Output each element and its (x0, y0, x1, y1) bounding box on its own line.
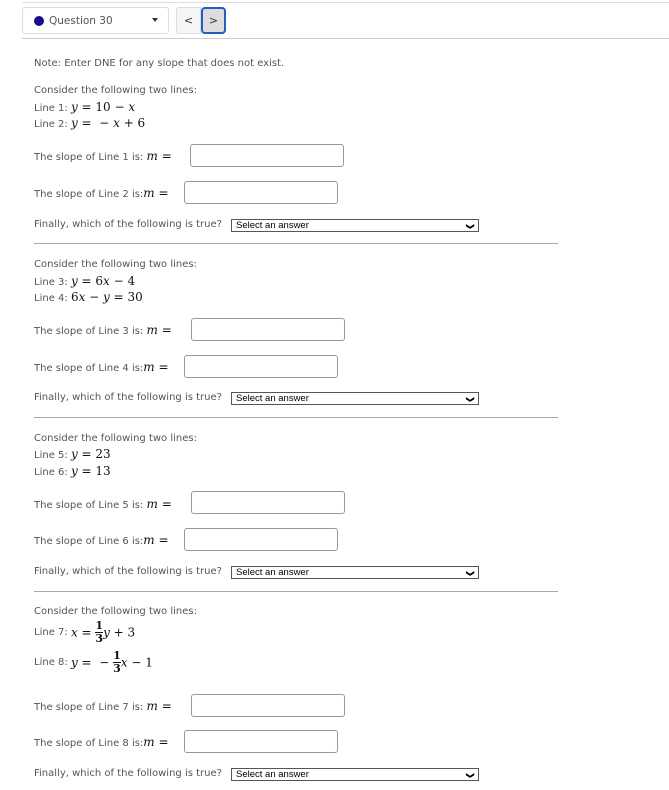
group4-slope-b-label: The slope of Line 8 is:m = (34, 735, 169, 749)
section-divider (34, 243, 558, 244)
slope-line1-input[interactable] (190, 144, 344, 167)
equation: y = 10 − x (70, 100, 136, 114)
group3-line-a: Line 5: y = 23 (34, 447, 111, 461)
slope-line2-input[interactable] (184, 181, 338, 204)
slope-line7-input[interactable] (191, 694, 345, 717)
chevron-down-icon: ❯ (466, 223, 476, 230)
group1-slope-a-label: The slope of Line 1 is: m = (34, 149, 172, 163)
group1-slope-b-label: The slope of Line 2 is:m = (34, 186, 169, 200)
prev-question-button[interactable]: < (176, 7, 201, 34)
group4-slope-a-label: The slope of Line 7 is: m = (34, 699, 172, 713)
equation: y = − x + 6 (70, 116, 146, 130)
group3-intro: Consider the following two lines: (34, 433, 197, 444)
group1-line-a (34, 100, 135, 114)
slope-line3-input[interactable] (191, 318, 345, 341)
group2-question: Finally, which of the following is true? (34, 392, 222, 403)
group4-line-a: Line 7: x = $\frac{1}{3}$ y + 3 (34, 619, 136, 645)
group2-slope-b-label: The slope of Line 4 is:m = (34, 360, 169, 374)
section-divider (34, 591, 558, 592)
line-label: Line 1: (34, 103, 68, 114)
slope-line4-input[interactable] (184, 355, 338, 378)
group3-slope-a-label: The slope of Line 5 is: m = (34, 497, 172, 511)
slope-line6-input[interactable] (184, 528, 338, 551)
chevron-down-icon: ❯ (466, 396, 476, 403)
group4-intro: Consider the following two lines: (34, 606, 197, 617)
note-text: Note: Enter DNE for any slope that does not exist. (34, 58, 285, 69)
next-question-button[interactable]: > (201, 7, 226, 34)
group2-answer-select[interactable]: Select an answer ❯ (231, 392, 479, 405)
group1-line-b (34, 116, 145, 130)
top-divider (22, 2, 669, 3)
group1-answer-select[interactable]: Select an answer ❯ (231, 219, 479, 232)
caret-down-icon (152, 18, 158, 22)
section-divider (34, 417, 558, 418)
slope-line5-input[interactable] (191, 491, 345, 514)
group3-slope-b-label: The slope of Line 6 is:m = (34, 533, 169, 547)
status-dot-icon (34, 16, 44, 26)
group4-line-b: Line 8: y = − $\frac{1}{3}$ x − 1 (34, 649, 153, 675)
line-label: Line 2: (34, 119, 68, 130)
group4-question: Finally, which of the following is true? (34, 768, 222, 779)
group2-intro: Consider the following two lines: (34, 259, 197, 270)
group1-question: Finally, which of the following is true? (34, 219, 222, 230)
question-selector[interactable] (22, 7, 169, 34)
chevron-down-icon: ❯ (466, 772, 476, 779)
question-label: Question 30 (49, 14, 113, 27)
group2-line-b: Line 4: 6x − y = 30 (34, 290, 143, 304)
header-divider (22, 38, 669, 39)
question-nav (176, 7, 226, 34)
group1-intro: Consider the following two lines: (34, 85, 197, 96)
slope-line8-input[interactable] (184, 730, 338, 753)
chevron-down-icon: ❯ (466, 570, 476, 577)
group2-slope-a-label: The slope of Line 3 is: m = (34, 323, 172, 337)
group2-line-a: Line 3: y = 6x − 4 (34, 274, 136, 288)
group4-answer-select[interactable]: Select an answer ❯ (231, 768, 479, 781)
group3-answer-select[interactable]: Select an answer ❯ (231, 566, 479, 579)
group3-line-b: Line 6: y = 13 (34, 464, 111, 478)
group3-question: Finally, which of the following is true? (34, 566, 222, 577)
